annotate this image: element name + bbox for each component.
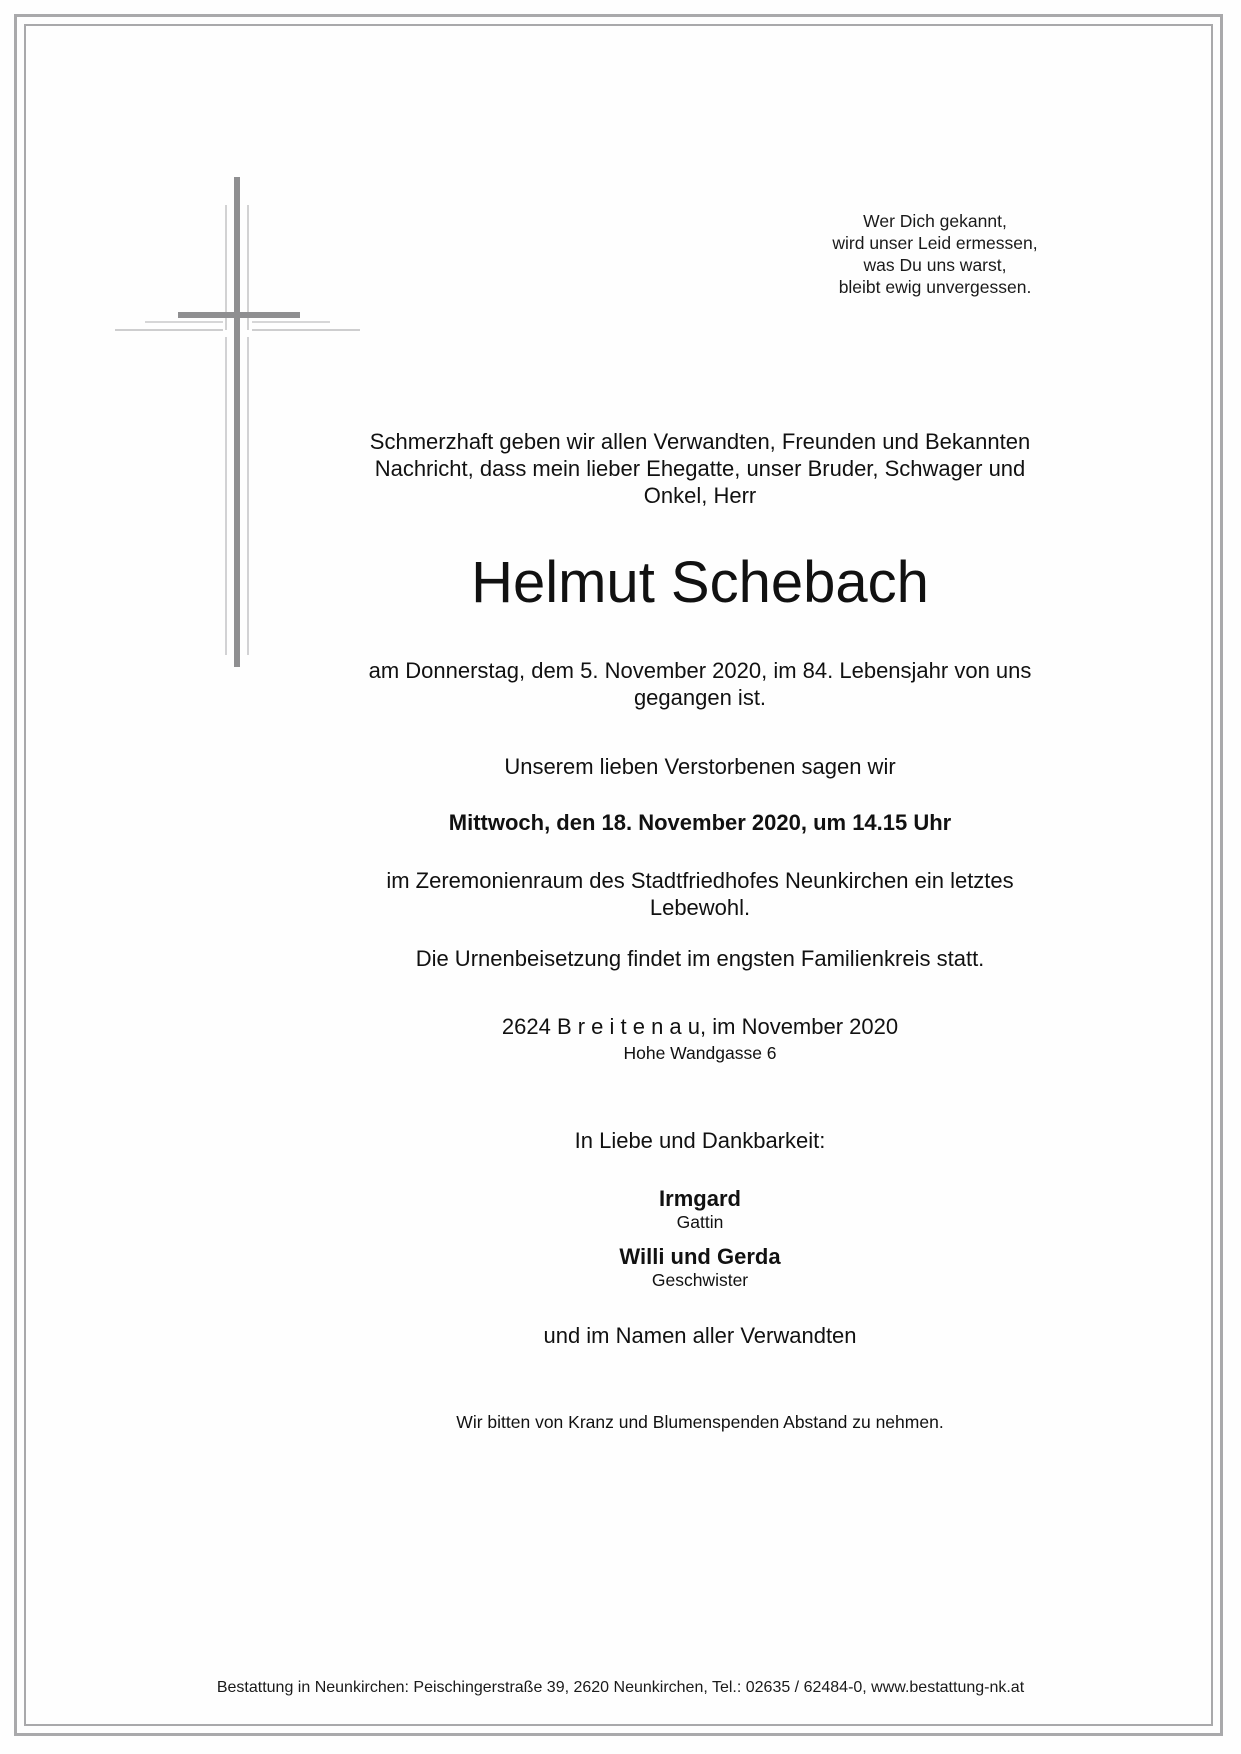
poem-line: was Du uns warst, [863,255,1007,275]
farewell-date: Mittwoch, den 18. November 2020, um 14.15 Uhr [448,810,952,835]
mourner-name: Willi und Gerda [619,1244,781,1269]
place-line: im Zeremonienraum des Stadtfriedhofes Neunkirchen ein letztes [386,868,1014,893]
intro-line: Schmerzhaft geben wir allen Verwandten, Freunden und Bekannten [369,429,1031,454]
intro-text [340,428,1060,509]
mourner-role: Geschwister [651,1270,749,1290]
flower-request: Wir bitten von Kranz und Blumenspenden Abstand zu nehmen. [456,1412,944,1432]
cross-icon [115,175,365,670]
poem-line: wird unser Leid ermessen, [832,233,1038,253]
memorial-poem [760,210,1110,298]
death-line: gegangen ist. [633,685,767,710]
poem-line: Wer Dich gekannt, [863,211,1007,231]
intro-line: Onkel, Herr [643,483,757,508]
funeral-home-footer: Bestattung in Neunkirchen: Peischingerstraße 39, 2620 Neunkirchen, Tel.: 02635 / 62484-0, www.bestattung-nk.at [216,1679,1025,1696]
urn-burial-note: Die Urnenbeisetzung findet im engsten Familienkreis statt. [415,946,985,971]
mourner-role: Gattin [676,1212,724,1232]
relatives-line: und im Namen aller Verwandten [543,1323,857,1348]
mourner [340,1185,1060,1232]
city-date-line: 2624 B r e i t e n a u, im November 2020 [501,1014,899,1039]
death-text [340,657,1060,711]
ceremony-place [340,867,1060,921]
death-line: am Donnerstag, dem 5. November 2020, im 84. Lebensjahr von uns [368,658,1032,683]
mourner-name: Irmgard [659,1186,741,1211]
love-line: In Liebe und Dankbarkeit: [574,1128,826,1153]
deceased-name: Helmut Schebach [471,550,929,615]
mourner [340,1243,1060,1290]
street-address: Hohe Wandgasse 6 [623,1043,777,1063]
thanks-line: Unserem lieben Verstorbenen sagen wir [504,754,896,779]
place-line: Lebewohl. [649,895,751,920]
poem-line: bleibt ewig unvergessen. [838,277,1032,297]
intro-line: Nachricht, dass mein lieber Ehegatte, unser Bruder, Schwager und [374,456,1026,481]
